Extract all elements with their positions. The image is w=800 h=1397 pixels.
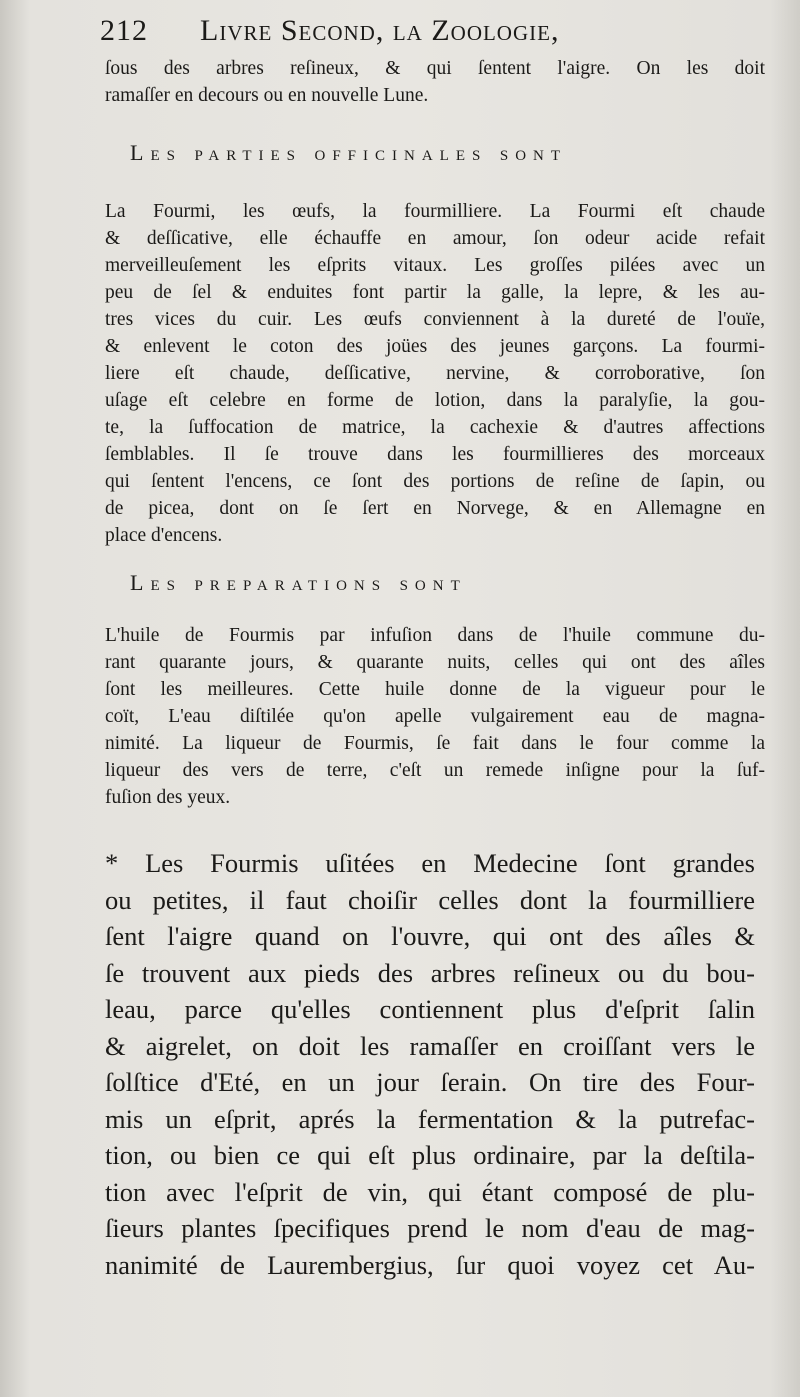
text-line: liere eſt chaude, deſſicative, nervine, & corroborative, ſon bbox=[105, 363, 765, 384]
text-line: te, la ſuffocation de matrice, la cachexie & d'autres affections bbox=[105, 417, 765, 438]
text-line: ſous des arbres reſineux, & qui ſentent l'aigre. On les doit bbox=[105, 58, 765, 79]
parts-paragraph bbox=[105, 198, 765, 549]
text-line: merveilleuſement les eſprits vitaux. Les groſſes pilées avec un bbox=[105, 255, 765, 276]
text-line: ramaſſer en decours ou en nouvelle Lune. bbox=[105, 85, 429, 106]
running-header bbox=[100, 14, 700, 48]
text-line: nanimité de Laurembergius, ſur quoi voyez cet Au- bbox=[105, 1249, 755, 1280]
text-line: ſolſtice d'Eté, en un jour ſerain. On tire des Four- bbox=[105, 1067, 755, 1097]
text-line: ſe trouvent aux pieds des arbres reſineux ou du bou- bbox=[105, 957, 755, 988]
text-line: & enlevent le coton des joües des jeunes garçons. La fourmi- bbox=[105, 336, 765, 357]
text-line: mis un eſprit, aprés la fermentation & la putrefac- bbox=[105, 1103, 755, 1134]
text-line: rant quarante jours, & quarante nuits, celles qui ont des aîles bbox=[105, 652, 765, 673]
text-line: ſieurs plantes ſpecifiques prend le nom d'eau de mag- bbox=[105, 1213, 755, 1243]
text-line: ſemblables. Il ſe trouve dans les fourmillieres des morceaux bbox=[105, 444, 765, 465]
text-line: ſont les meilleures. Cette huile donne de la vigueur pour le bbox=[105, 679, 765, 700]
text-line: peu de ſel & enduites font partir la galle, la lepre, & les au- bbox=[105, 282, 765, 303]
text-line: L'huile de Fourmis par infuſion dans de l'huile commune du- bbox=[105, 625, 765, 646]
text-line: tion avec l'eſprit de vin, qui étant composé de plu- bbox=[105, 1176, 755, 1207]
text-line: qui ſentent l'encens, ce ſont des portions de reſine de ſapin, ou bbox=[105, 471, 765, 492]
text-line: tres vices du cuir. Les œufs conviennent à la dureté de l'ouïe, bbox=[105, 309, 765, 330]
text-line: liqueur des vers de terre, c'eſt un remede inſigne pour la ſuf- bbox=[105, 760, 765, 781]
text-line: nimité. La liqueur de Fourmis, ſe fait dans le four comme la bbox=[105, 733, 765, 754]
text-line: ſent l'aigre quand on l'ouvre, qui ont des aîles & bbox=[105, 921, 755, 951]
running-title: Livre Second, la Zoologie, bbox=[200, 14, 560, 47]
text-line: La Fourmi, les œufs, la fourmilliere. La Fourmi eſt chaude bbox=[105, 201, 765, 222]
text-line: leau, parce qu'elles contiennent plus d'eſprit ſalin bbox=[105, 994, 755, 1024]
text-line: ou petites, il faut choiſir celles dont la fourmilliere bbox=[105, 884, 755, 915]
text-line: & deſſicative, elle échauffe en amour, ſon odeur acide refait bbox=[105, 228, 765, 249]
text-line: uſage eſt celebre en forme de lotion, dans la paralyſie, la gou- bbox=[105, 390, 765, 411]
page-number: 212 bbox=[100, 14, 148, 47]
text-line: & aigrelet, on doit les ramaſſer en croiſſant vers le bbox=[105, 1030, 755, 1061]
intro-paragraph bbox=[105, 55, 765, 109]
text-line: * Les Fourmis uſitées en Medecine ſont grandes bbox=[105, 848, 755, 878]
text-line: de picea, dont on ſe ſert en Norvege, & en Allemagne en bbox=[105, 498, 765, 519]
text-line: tion, ou bien ce qui eſt plus ordinaire, par la deſtila- bbox=[105, 1140, 755, 1170]
text-line: fuſion des yeux. bbox=[105, 787, 231, 808]
section-heading-preparations: Les preparations sont bbox=[130, 570, 467, 595]
text-line: coït, L'eau diſtilée qu'on apelle vulgairement eau de magna- bbox=[105, 706, 765, 727]
preparations-paragraph bbox=[105, 622, 765, 811]
footnote-paragraph bbox=[105, 845, 755, 1283]
section-heading-parts: Les parties officinales sont bbox=[130, 140, 568, 165]
text-line: place d'encens. bbox=[105, 525, 223, 546]
